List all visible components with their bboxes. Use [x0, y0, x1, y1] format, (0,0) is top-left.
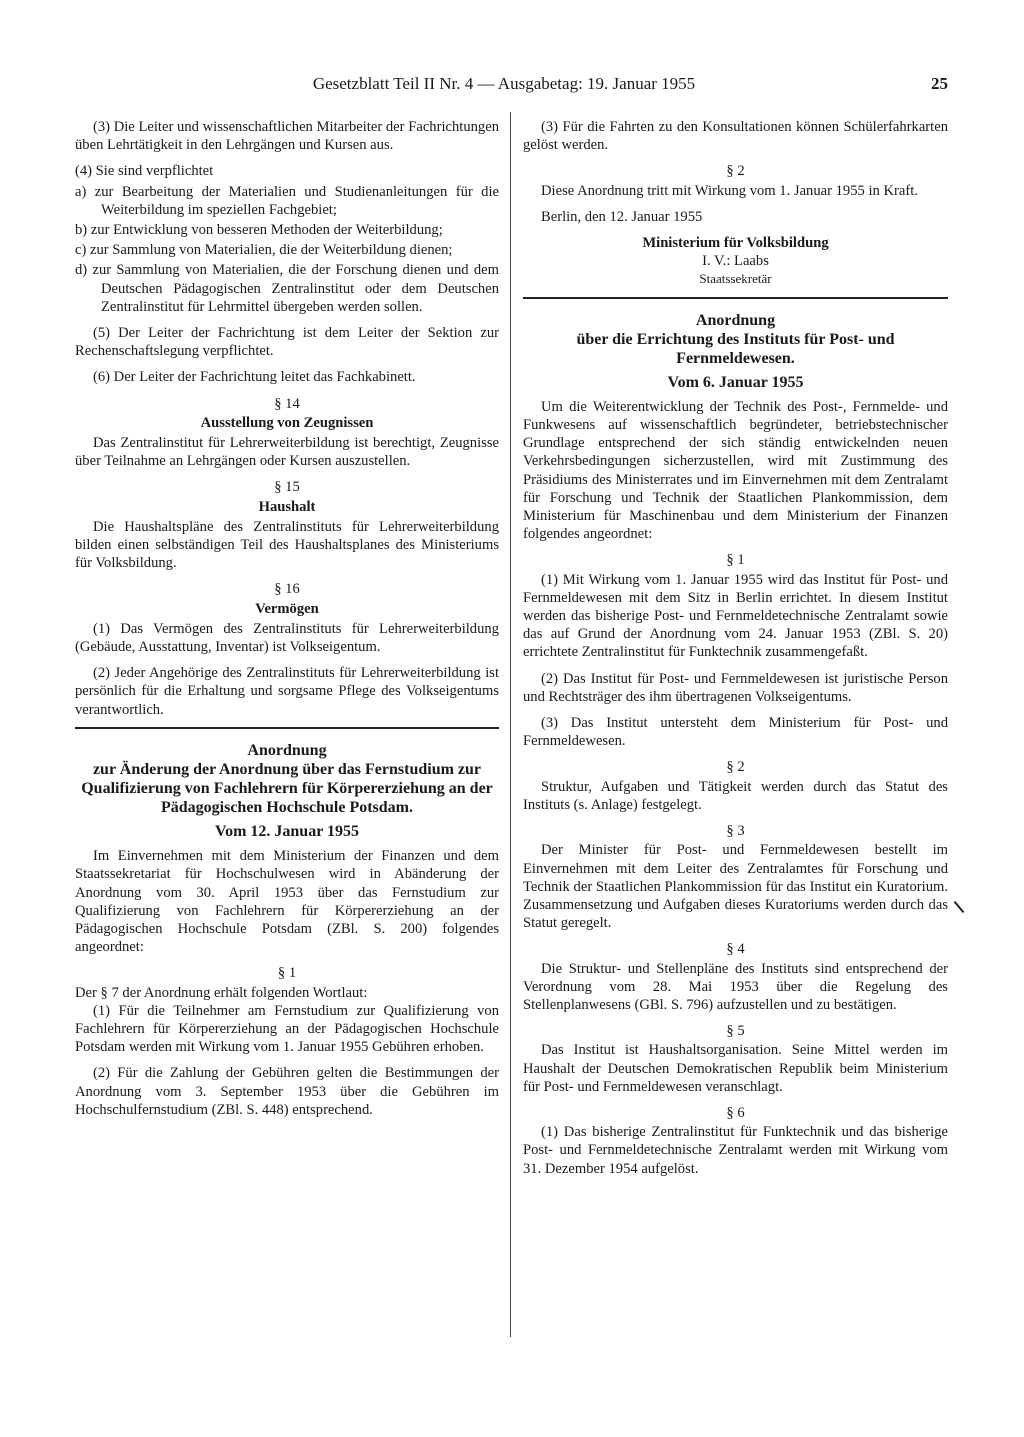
left-column [75, 118, 499, 1127]
section-number: § 5 [726, 1023, 745, 1040]
section-number: § 1 [277, 965, 297, 982]
paragraph: Der Minister für Post- und Fernmeldewesen bestellt im Einvernehmen mit dem Leiter des Zentralamtes für Forschung und Technik der Staatlichen Plankommission für das Institut ein Kuratorium. Zusammensetzung und Aufgaben dieses Kuratoriums werden durch das Statut geregelt. [523, 842, 948, 932]
list-item: c) zur Sammlung von Materialien, die der Weiterbildung dienen; [75, 242, 453, 259]
column-divider [510, 112, 511, 1337]
paragraph: (1) Das Vermögen des Zentralinstituts für Lehrerweiterbildung (Gebäude, Ausstattung, Inventar) ist Volkseigentum. [75, 620, 499, 656]
section-number: § 16 [274, 581, 300, 598]
right-column [523, 118, 948, 1186]
list-item: b) zur Entwicklung von besseren Methoden der Weiterbildung; [75, 222, 443, 239]
section-heading: Haushalt [258, 498, 316, 515]
section-number: § 14 [274, 395, 300, 412]
paragraph: (3) Für die Fahrten zu den Konsultationen können Schülerfahrkarten gelöst werden. [523, 119, 948, 154]
place-date: Berlin, den 12. Januar 1955 [541, 208, 703, 225]
signatory-title: Staatssekretär [699, 271, 772, 287]
signatory: I. V.: Laabs [702, 253, 769, 270]
ordinance-title: Anordnung [247, 741, 327, 759]
paragraph: Die Struktur- und Stellenpläne des Instituts sind entsprechend der Verordnung vom 28. Mai 1953 über die Regelung des Stellenplanwesens (GBl. S. 796) aufzustellen und zu bestätigen. [523, 960, 948, 1013]
paragraph: (1) Für die Teilnehmer am Fernstudium zur Qualifizierung von Fachlehrern für Körpererziehung an der Pädagogischen Hochschule Potsdam werden mit Wirkung vom 1. Januar 1955 Gebühren erhoben. [75, 1002, 499, 1056]
paragraph: (5) Der Leiter der Fachrichtung ist dem Leiter der Sektion zur Rechenschaftslegung verpflichtet. [75, 325, 499, 360]
paragraph: Der § 7 der Anordnung erhält folgenden Wortlaut: [75, 984, 368, 1001]
paragraph: (1) Das bisherige Zentralinstitut für Funktechnik und das bisherige Post- und Fernmeldetechnische Zentralamt werden mit Wirkung vom 31. Dezember 1954 aufgelöst. [523, 1124, 948, 1177]
running-header [60, 74, 948, 102]
ordinance-subtitle: über die Errichtung des Instituts für Post- und Fernmeldewesen. [576, 330, 895, 367]
paragraph: (4) Sie sind verpflichtet [75, 163, 214, 180]
paragraph: Die Haushaltspläne des Zentralinstituts für Lehrerweiterbildung bilden einen selbständigen Teil des Haushaltsplanes des Ministeriums für Volksbildung. [75, 518, 499, 572]
paragraph: (2) Jeder Angehörige des Zentralinstituts für Lehrerweiterbildung ist persönlich für die Erhaltung und sorgsame Pflege des Volkseigentums verantwortlich. [75, 665, 499, 718]
paragraph: (3) Die Leiter und wissenschaftlichen Mitarbeiter der Fachrichtungen üben Lehrtätigkeit in den Lehrgängen und Kursen aus. [75, 119, 499, 154]
section-number: § 15 [274, 479, 300, 496]
paragraph: Das Zentralinstitut für Lehrerweiterbildung ist berechtigt, Zeugnisse über Teilnahme an Lehrgängen oder Kursen auszustellen. [75, 435, 499, 470]
section-rule [75, 727, 499, 729]
ministry-name: Ministerium für Volksbildung [642, 235, 829, 252]
ordinance-subtitle: zur Änderung der Anordnung über das Fernstudium zur Qualifizierung von Fachlehrern für Körpererziehung an der Pädagogischen Hochschule Potsdam. [81, 760, 493, 816]
paragraph: (2) Für die Zahlung der Gebühren gelten die Bestimmungen der Anordnung vom 3. September 1953 über die Gebühren im Hochschulfernstudium (ZBl. S. 448) entsprechend. [75, 1065, 499, 1118]
paragraph: Um die Weiterentwicklung der Technik des Post-, Fernmelde- und Funkwesens auf wissenschaftlich begründeter, betriebstechnischer Grundlage entsprechend der sich ständig entwickelnden neuen Verkehrsbedingungen sicherzustellen, wird mit Zustimmung des Präsidiums des Ministerrates und im Einvernehmen mit dem Zentralamt für Forschung und Technik der Staatlichen Plankommission, dem Ministerium für Maschinenbau und dem Ministerium der Finanzen folgendes angeordnet: [523, 398, 948, 543]
ordinance-date: Vom 12. Januar 1955 [214, 822, 360, 840]
section-heading: Vermögen [255, 600, 319, 617]
paragraph: Diese Anordnung tritt mit Wirkung vom 1. Januar 1955 in Kraft. [541, 182, 918, 199]
section-number: § 6 [726, 1104, 745, 1121]
section-number: § 3 [726, 823, 745, 840]
section-number: § 2 [726, 163, 745, 180]
stray-mark [954, 901, 965, 913]
page-number: 25 [931, 74, 948, 93]
paragraph: (6) Der Leiter der Fachrichtung leitet das Fachkabinett. [93, 369, 416, 386]
section-number: § 1 [726, 552, 745, 569]
ordinance-date: Vom 6. Januar 1955 [667, 373, 804, 391]
section-number: § 4 [726, 941, 745, 958]
paragraph: Struktur, Aufgaben und Tätigkeit werden durch das Statut des Instituts (s. Anlage) festgelegt. [523, 778, 948, 813]
list-item: d) zur Sammlung von Materialien, die der Forschung dienen und dem Deutschen Pädagogischen Zentralinstitut oder dem Deutschen Zentralinstitut für Lehrmittel übergeben werden sollen. [75, 262, 499, 315]
list-item: a) zur Bearbeitung der Materialien und Studienanleitungen für die Weiterbildung im speziellen Fachgebiet; [75, 183, 499, 218]
paragraph: (2) Das Institut für Post- und Fernmeldewesen ist juristische Person und Rechtsträger des ihm übertragenen Volkseigentums. [523, 670, 948, 705]
section-heading: Ausstellung von Zeugnissen [200, 414, 374, 431]
paragraph: Das Institut ist Haushaltsorganisation. Seine Mittel werden im Haushalt der Deutschen Demokratischen Republik beim Ministerium für Post- und Fernmeldewesen veranschlagt. [523, 1042, 948, 1095]
paragraph: (3) Das Institut untersteht dem Ministerium für Post- und Fernmeldewesen. [523, 715, 948, 750]
section-number: § 2 [726, 759, 745, 776]
ordinance-title: Anordnung [695, 311, 776, 329]
section-rule [523, 297, 948, 299]
paragraph: Im Einvernehmen mit dem Ministerium der Finanzen und dem Staatssekretariat für Hochschulwesen wird in Abänderung der Anordnung vom 30. April 1953 über das Fernstudium zur Qualifizierung von Fachlehrern für Körpererziehung an der Pädagogischen Hochschule Potsdam (ZBl. S. 200) folgendes angeordnet: [75, 848, 499, 956]
paragraph: (1) Mit Wirkung vom 1. Januar 1955 wird das Institut für Post- und Fernmeldewesen mit dem Sitz in Berlin errichtet. In diesem Institut werden das bisherige Post- und Fernmeldetechnische Zentralamt sowie das auf Grund der Anordnung vom 24. Januar 1953 (ZBl. S. 20) errichtete Zentralinstitut für Funktechnik zusammengefaßt. [523, 571, 948, 661]
header-text: Gesetzblatt Teil II Nr. 4 — Ausgabetag: 19. Januar 1955 [312, 74, 696, 93]
